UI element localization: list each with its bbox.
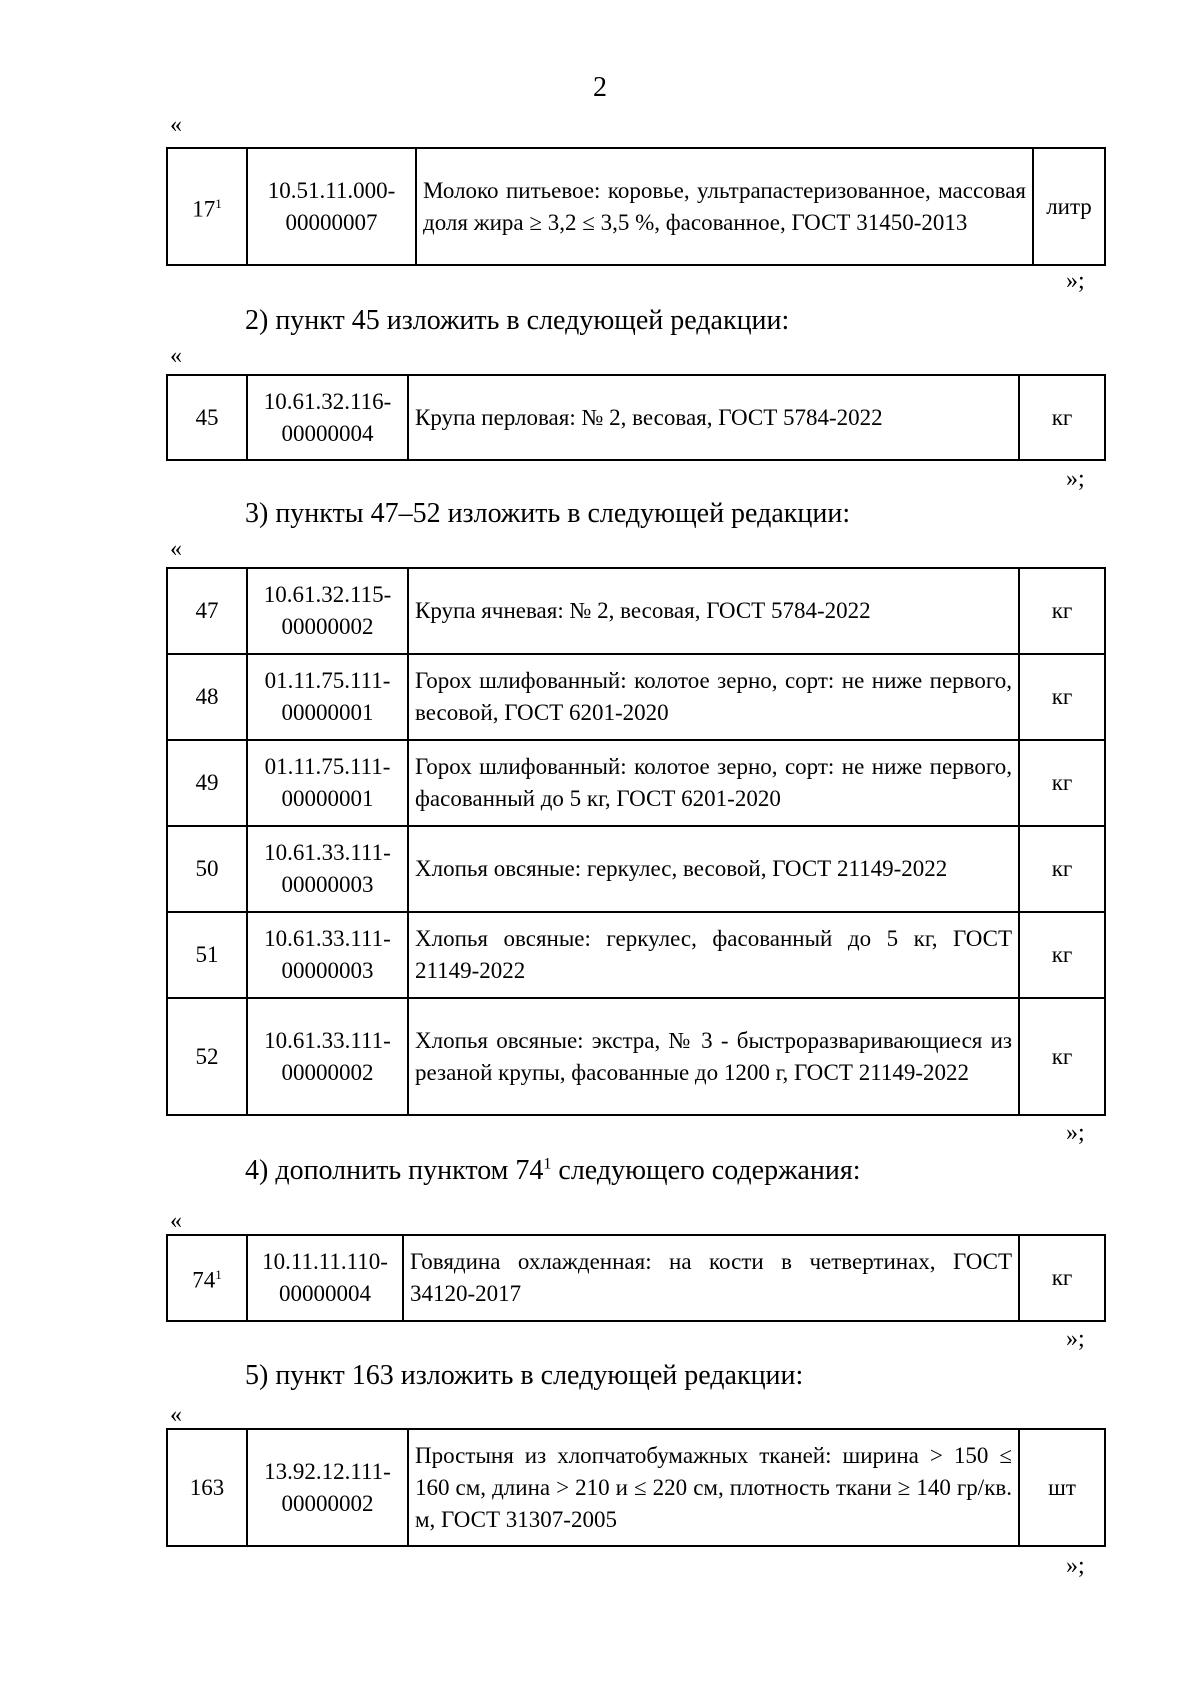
row-number: 50 [167, 826, 247, 912]
row-description: Хлопья овсяные: геркулес, фасованный до 5 кг, ГОСТ 21149-2022 [408, 912, 1019, 998]
row-code: 10.61.32.116-00000004 [247, 375, 408, 460]
row-number: 47 [167, 568, 247, 654]
section-heading: 3) пункты 47–52 изложить в следующей редакции: [245, 498, 851, 529]
amendment-table-2 [166, 374, 1106, 461]
row-description: Крупа перловая: № 2, весовая, ГОСТ 5784-2022 [408, 375, 1019, 460]
row-number: 48 [167, 654, 247, 740]
amendment-table-4 [166, 1234, 1106, 1322]
table-row [167, 912, 1105, 998]
row-unit: кг [1019, 826, 1105, 912]
row-unit: литр [1033, 148, 1105, 265]
row-description: Хлопья овсяные: геркулес, весовой, ГОСТ 21149-2022 [408, 826, 1019, 912]
quote-open: « [170, 343, 182, 369]
row-code: 10.61.33.111-00000003 [247, 912, 408, 998]
row-description: Простыня из хлопчатобумажных тканей: ширина > 150 ≤ 160 см, длина > 210 и ≤ 220 см, плотность ткани ≥ 140 гр/кв. м, ГОСТ 31307-2005 [408, 1429, 1019, 1546]
row-description: Горох шлифованный: колотое зерно, сорт: не ниже первого, фасованный до 5 кг, ГОСТ 6201-2020 [408, 740, 1019, 826]
row-number: 52 [167, 998, 247, 1115]
row-code: 10.61.33.111-00000002 [247, 998, 408, 1115]
row-code: 10.61.33.111-00000003 [247, 826, 408, 912]
table-row [167, 1429, 1105, 1546]
row-code: 01.11.75.111-00000001 [247, 740, 408, 826]
row-code: 13.92.12.111-00000002 [247, 1429, 408, 1546]
table-row [167, 375, 1105, 460]
row-description: Горох шлифованный: колотое зерно, сорт: не ниже первого, весовой, ГОСТ 6201-2020 [408, 654, 1019, 740]
row-unit: кг [1019, 568, 1105, 654]
amendment-table-1 [166, 147, 1106, 266]
page-number: 2 [593, 72, 607, 103]
quote-open: « [170, 112, 182, 138]
row-number: $74^1$ [167, 1235, 247, 1321]
amendment-table-5 [166, 1428, 1106, 1547]
row-unit: кг [1019, 654, 1105, 740]
quote-close: »; [1066, 268, 1085, 294]
row-code: 10.61.32.115-00000002 [247, 568, 408, 654]
quote-close: »; [1066, 1120, 1085, 1146]
row-unit: кг [1019, 1235, 1105, 1321]
section-heading: 4) дополнить пунктом $74^1$ следующего содержания: [245, 1155, 861, 1186]
quote-open: « [170, 536, 182, 562]
quote-close: »; [1066, 1326, 1085, 1352]
row-number: 45 [167, 375, 247, 460]
row-unit: шт [1019, 1429, 1105, 1546]
row-number: 163 [167, 1429, 247, 1546]
table-row [167, 148, 1105, 265]
table-row [167, 826, 1105, 912]
table-row [167, 654, 1105, 740]
row-description: Молоко питьевое: коровье, ультрапастеризованное, массовая доля жира ≥ 3,2 ≤ 3,5 %, фасованное, ГОСТ 31450-2013 [416, 148, 1033, 265]
row-code: 01.11.75.111-00000001 [247, 654, 408, 740]
row-number: 49 [167, 740, 247, 826]
section-heading: 2) пункт 45 изложить в следующей редакции: [245, 305, 790, 336]
table-row [167, 998, 1105, 1115]
table-row [167, 568, 1105, 654]
table-row [167, 1235, 1105, 1321]
row-description: Хлопья овсяные: экстра, № 3 - быстроразваривающиеся из резаной крупы, фасованные до 1200 г, ГОСТ 21149-2022 [408, 998, 1019, 1115]
row-unit: кг [1019, 740, 1105, 826]
quote-open: « [170, 1402, 182, 1428]
table-row [167, 740, 1105, 826]
row-code: 10.11.11.110-00000004 [247, 1235, 403, 1321]
amendment-table-3 [166, 567, 1106, 1116]
quote-close: »; [1066, 1553, 1085, 1579]
row-number: $17^1$ [167, 148, 247, 265]
row-unit: кг [1019, 998, 1105, 1115]
row-description: Крупа ячневая: № 2, весовая, ГОСТ 5784-2022 [408, 568, 1019, 654]
row-unit: кг [1019, 912, 1105, 998]
row-number: 51 [167, 912, 247, 998]
row-code: 10.51.11.000-00000007 [247, 148, 416, 265]
quote-open: « [170, 1208, 182, 1234]
section-heading: 5) пункт 163 изложить в следующей редакции: [245, 1360, 804, 1391]
row-unit: кг [1019, 375, 1105, 460]
row-description: Говядина охлажденная: на кости в четвертинах, ГОСТ 34120-2017 [403, 1235, 1019, 1321]
quote-close: »; [1066, 466, 1085, 492]
